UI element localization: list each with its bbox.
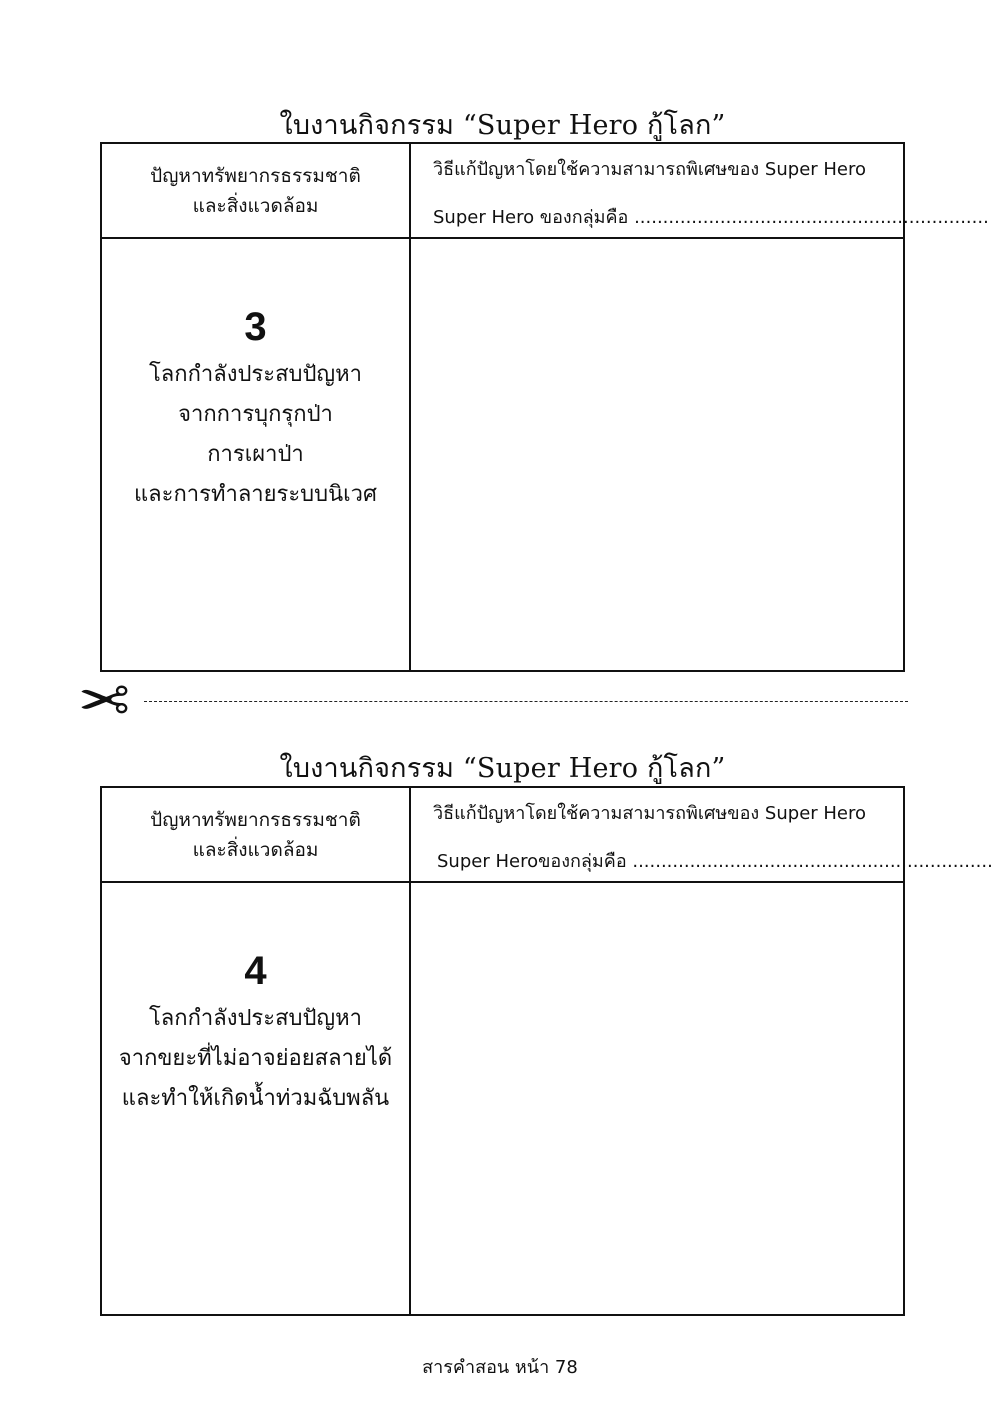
header-solution-line1: วิธีแก้ปัญหาโดยใช้ความสามารถพิเศษของ Super Hero	[433, 159, 867, 180]
problem-line: และทำให้เกิดน้ำท่วมฉับพลัน	[121, 1086, 390, 1111]
cut-line	[78, 664, 908, 737]
header-problem-line2: และสิ่งแวดล้อม	[192, 194, 319, 217]
hero-name-field[interactable]: Super Heroของกลุ่มคือ ...............................................................	[437, 851, 993, 872]
problem-line: โลกกำลังประสบปัญหา	[148, 1006, 363, 1031]
sheet-title: ใบงานกิจกรรม “Super Hero กู้โลก”	[279, 753, 726, 784]
header-problem-line1: ปัญหาทรัพยากรธรรมชาติ	[150, 164, 361, 187]
header-solution	[411, 144, 989, 237]
page-footer: สารคำสอน หน้า 78	[422, 1357, 578, 1378]
worksheet-table	[100, 786, 993, 1316]
header-problem-line1: ปัญหาทรัพยากรธรรมชาติ	[150, 808, 361, 831]
dashed-cut-guide	[144, 701, 908, 702]
header-problem	[102, 788, 409, 881]
header-problem	[102, 144, 409, 237]
problem-line: การเผาป่า	[207, 442, 304, 467]
problem-line: และการทำลายระบบนิเวศ	[134, 482, 377, 507]
problem-line: โลกกำลังประสบปัญหา	[148, 362, 363, 387]
problem-line: จากการบุกรุกป่า	[178, 402, 333, 427]
header-solution-line1: วิธีแก้ปัญหาโดยใช้ความสามารถพิเศษของ Super Hero	[433, 803, 867, 824]
header-problem-line2: และสิ่งแวดล้อม	[192, 838, 319, 861]
problem-number: 4	[244, 949, 267, 993]
scissors-icon: ✂	[78, 664, 130, 737]
problem-line: จากขยะที่ไม่อาจย่อยสลายได้	[118, 1046, 393, 1071]
worksheet-table	[100, 142, 989, 672]
hero-name-field[interactable]: Super Hero ของกลุ่มคือ ..............................................................	[433, 207, 989, 228]
sheet-title: ใบงานกิจกรรม “Super Hero กู้โลก”	[279, 110, 726, 141]
header-solution	[411, 788, 993, 881]
problem-cell	[102, 239, 409, 515]
problem-cell	[102, 883, 409, 1119]
problem-number: 3	[244, 305, 267, 349]
